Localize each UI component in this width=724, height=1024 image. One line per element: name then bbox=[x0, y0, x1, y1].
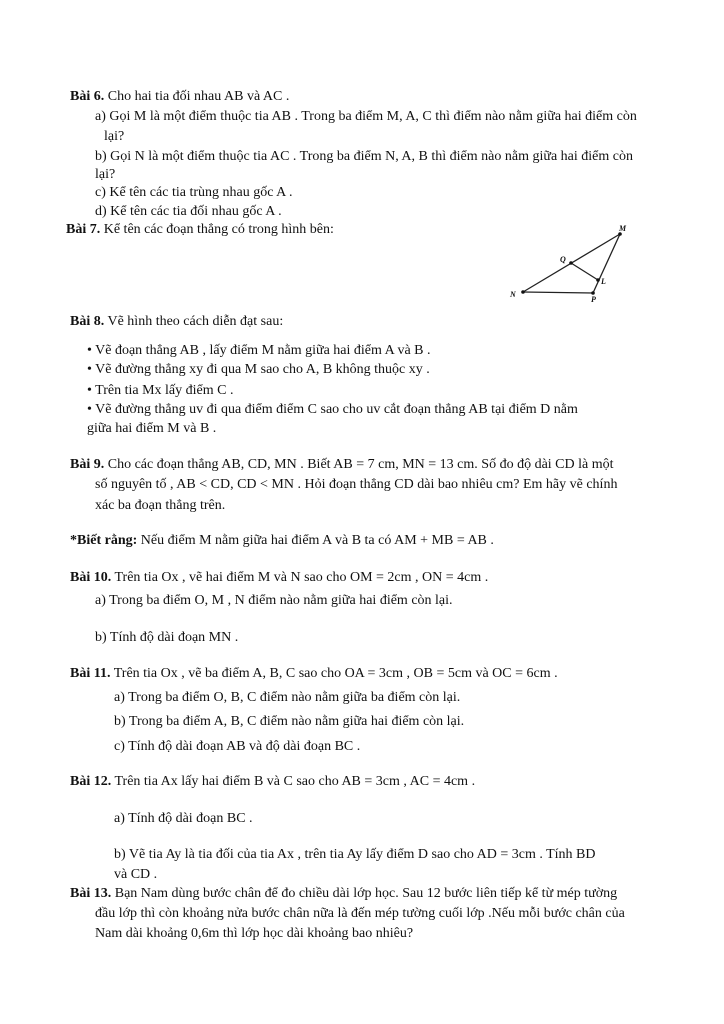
bai8-item-3: • Trên tia Mx lấy điểm C . bbox=[87, 383, 234, 398]
bai11-part-a: a) Trong ba điểm O, B, C điểm nào nằm giữa ba điểm còn lại. bbox=[114, 690, 461, 705]
note-line: *Biết rằng: Nếu điểm M nằm giữa hai điểm A và B ta có AM + MB = AB . bbox=[70, 533, 494, 548]
bai6-part-a-cont: lại? bbox=[104, 129, 125, 144]
segment-mp bbox=[593, 234, 620, 293]
bai12-part-b-cont: và CD . bbox=[114, 867, 158, 882]
point-q bbox=[569, 261, 573, 265]
bai13-line-3: Nam dài khoảng 0,6m thì lớp học dài khoảng bao nhiêu? bbox=[95, 926, 414, 941]
bai8-item-4-cont: giữa hai điểm M và B . bbox=[87, 421, 217, 436]
bai12-part-b: b) Vẽ tia Ay là tia đối của tia Ax , trên tia Ay lấy điểm D sao cho AD = 3cm . Tính BD bbox=[114, 847, 596, 862]
bai12-part-a: a) Tính độ dài đoạn BC . bbox=[114, 811, 253, 826]
segment-np bbox=[523, 292, 593, 293]
bai7-figure bbox=[500, 222, 640, 312]
label-n: N bbox=[510, 290, 516, 299]
point-n bbox=[521, 290, 525, 294]
point-l bbox=[596, 278, 600, 282]
bai6-intro: Bài 6. Cho hai tia đối nhau AB và AC . bbox=[70, 89, 290, 104]
label-p: P bbox=[591, 295, 596, 304]
bai6-part-a: a) Gọi M là một điểm thuộc tia AB . Trong ba điểm M, A, C thì điểm nào nằm giữa hai điểm còn bbox=[95, 109, 637, 124]
label-m: M bbox=[619, 224, 627, 233]
bai6-part-b-cont: lại? bbox=[95, 167, 116, 182]
bai6-part-c: c) Kể tên các tia trùng nhau gốc A . bbox=[95, 185, 293, 200]
bai11-intro: Bài 11. Trên tia Ox , vẽ ba điểm A, B, C sao cho OA = 3cm , OB = 5cm và OC = 6cm . bbox=[70, 666, 558, 681]
bai8-item-4: • Vẽ đường thẳng uv đi qua điểm điểm C sao cho uv cắt đoạn thẳng AB tại điểm D nằm bbox=[87, 402, 578, 417]
bai7-text: Bài 7. Kể tên các đoạn thẳng có trong hình bên: bbox=[66, 222, 334, 237]
segment-ql bbox=[571, 263, 598, 280]
bai8-item-1: • Vẽ đoạn thẳng AB , lấy điểm M nằm giữa hai điểm A và B . bbox=[87, 343, 431, 358]
bai11-part-c: c) Tính độ dài đoạn AB và độ dài đoạn BC . bbox=[114, 739, 361, 754]
bai10-part-b: b) Tính độ dài đoạn MN . bbox=[95, 630, 239, 645]
bai11-part-b: b) Trong ba điểm A, B, C điểm nào nằm giữa hai điểm còn lại. bbox=[114, 714, 465, 729]
bai6-part-d: d) Kể tên các tia đối nhau gốc A . bbox=[95, 204, 282, 219]
bai13-line-1: Bài 13. Bạn Nam dùng bước chân để đo chiều dài lớp học. Sau 12 bước liên tiếp kể từ mép tường bbox=[70, 886, 618, 901]
bai10-part-a: a) Trong ba điểm O, M , N điểm nào nằm giữa hai điểm còn lại. bbox=[95, 593, 453, 608]
bai12-intro: Bài 12. Trên tia Ax lấy hai điểm B và C sao cho AB = 3cm , AC = 4cm . bbox=[70, 774, 476, 789]
bai10-intro: Bài 10. Trên tia Ox , vẽ hai điểm M và N sao cho OM = 2cm , ON = 4cm . bbox=[70, 570, 489, 585]
bai9-line-3: xác ba đoạn thẳng trên. bbox=[95, 498, 226, 513]
bai8-intro: Bài 8. Vẽ hình theo cách diễn đạt sau: bbox=[70, 314, 284, 329]
label-l: L bbox=[601, 277, 606, 286]
label-q: Q bbox=[560, 255, 566, 264]
bai8-item-2: • Vẽ đường thẳng xy đi qua M sao cho A, B không thuộc xy . bbox=[87, 362, 430, 377]
bai9-line-1: Bài 9. Cho các đoạn thẳng AB, CD, MN . Biết AB = 7 cm, MN = 13 cm. Số đo độ dài CD là một bbox=[70, 457, 614, 472]
bai13-line-2: đầu lớp thì còn khoảng nửa bước chân nữa là đến mép tường cuối lớp .Nếu mỗi bước chân của bbox=[95, 906, 625, 921]
bai6-part-b: b) Gọi N là một điểm thuộc tia AC . Trong ba điểm N, A, B thì điểm nào nằm giữa hai điểm còn bbox=[95, 149, 633, 164]
bai9-line-2: số nguyên tố , AB < CD, CD < MN . Hỏi đoạn thẳng CD dài bao nhiêu cm? Em hãy vẽ chính bbox=[95, 477, 618, 492]
